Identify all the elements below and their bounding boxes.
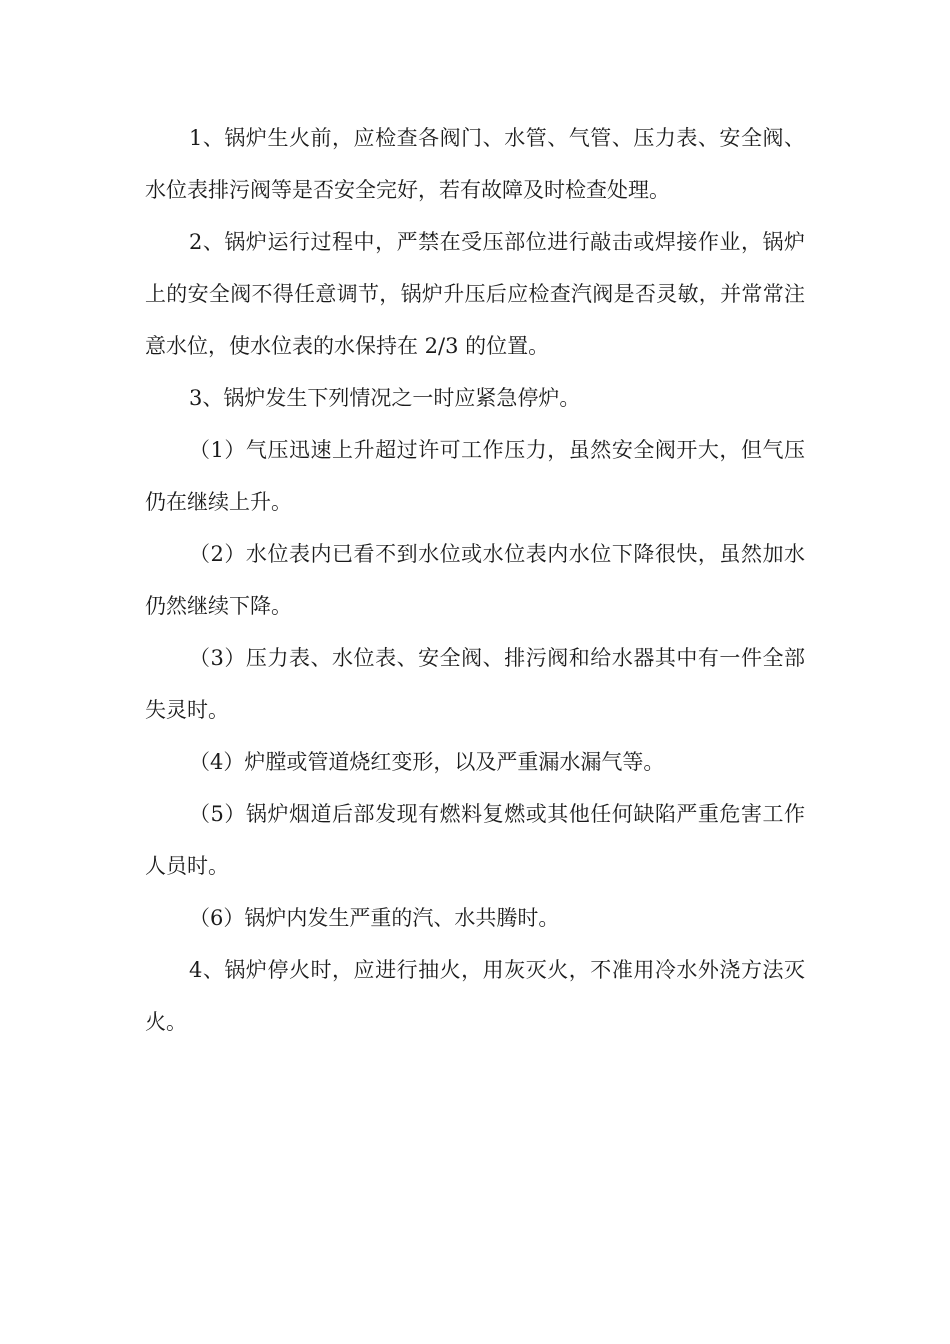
paragraph-condition-3: （3）压力表、水位表、安全阀、排污阀和给水器其中有一件全部失灵时。	[145, 646, 805, 722]
paragraph-rule-3: 3、锅炉发生下列情况之一时应紧急停炉。	[189, 386, 581, 410]
paragraph-condition-2: （2）水位表内已看不到水位或水位表内水位下降很快，虽然加水仍然继续下降。	[145, 542, 805, 618]
paragraph-condition-5: （5）锅炉烟道后部发现有燃料复燃或其他任何缺陷严重危害工作人员时。	[145, 802, 805, 878]
paragraph-condition-6: （6）锅炉内发生严重的汽、水共腾时。	[189, 906, 560, 930]
paragraph-condition-4: （4）炉膛或管道烧红变形，以及严重漏水漏气等。	[189, 750, 665, 774]
paragraph-rule-2: 2、锅炉运行过程中，严禁在受压部位进行敲击或焊接作业，锅炉上的安全阀不得任意调节，锅炉升压后应检查汽阀是否灵敏，并常常注意水位，使水位表的水保持在 2/3 的位置。	[145, 230, 805, 358]
paragraph-condition-1: （1）气压迅速上升超过许可工作压力，虽然安全阀开大，但气压仍在继续上升。	[145, 438, 805, 514]
document-body	[145, 112, 805, 1048]
paragraph-rule-1: 1、锅炉生火前，应检查各阀门、水管、气管、压力表、安全阀、水位表排污阀等是否安全完好，若有故障及时检查处理。	[145, 126, 805, 202]
paragraph-rule-4: 4、锅炉停火时，应进行抽火，用灰灭火，不准用冷水外浇方法灭火。	[145, 958, 805, 1034]
